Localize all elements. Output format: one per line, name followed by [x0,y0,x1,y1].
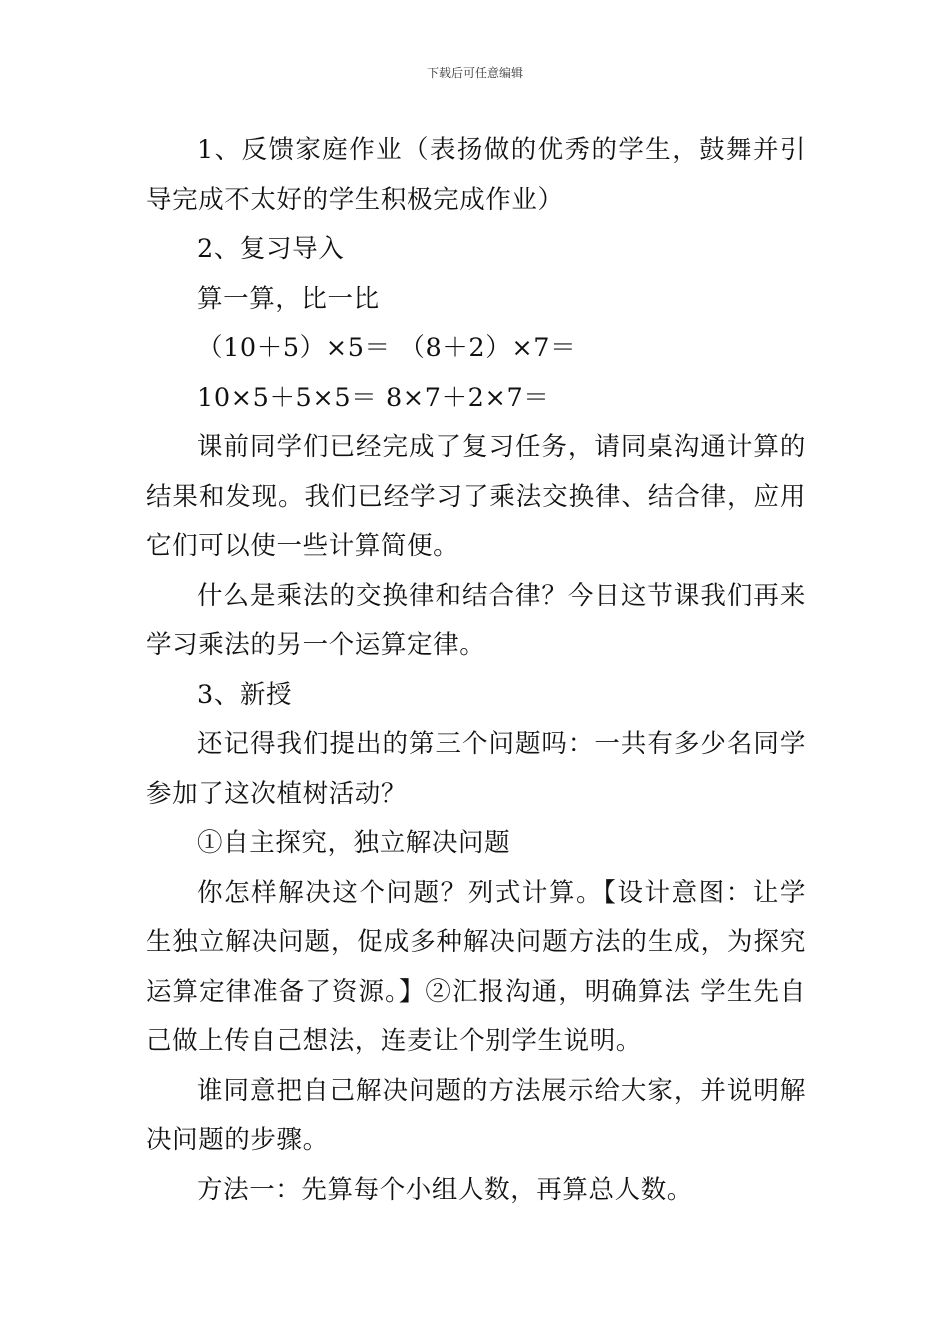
paragraph-how-solve: 你怎样解决这个问题？列式计算。【设计意图：让学生独立解决问题，促成多种解决问题方法的生成，为探究运算定律准备了资源。】②汇报沟通，明确算法 学生先自己做上传自己想法，连麦让个别学生说明。 [146,877,806,1056]
paragraph-method-one: 方法一：先算每个小组人数，再算总人数。 [197,1174,693,1205]
paragraph-self-explore: ①自主探究，独立解决问题 [197,828,511,858]
paragraph-review-task: 课前同学们已经完成了复习任务，请同桌沟通计算的结果和发现。我们已经学习了乘法交换律、结合律，应用它们可以使一些计算简便。 [146,432,806,561]
document-body [146,126,806,1215]
paragraph-equation-1: （10＋5）×5＝ （8＋2）×7＝ [197,333,577,363]
paragraph-question-laws: 什么是乘法的交换律和结合律？今日这节课我们再来学习乘法的另一个运算定律。 [146,580,806,660]
paragraph-equation-2: 10×5＋5×5＝ 8×7＋2×7＝ [197,382,550,413]
paragraph-third-question: 还记得我们提出的第三个问题吗：一共有多少名同学参加了这次植树活动？ [146,729,806,809]
page-header: 下载后可任意编辑 [426,66,523,80]
paragraph-new-lesson-heading: 3、新授 [197,679,293,710]
paragraph-homework-feedback: 1、反馈家庭作业（表扬做的优秀的学生，鼓舞并引导完成不太好的学生积极完成作业） [146,135,806,215]
paragraph-show-method: 谁同意把自己解决问题的方法展示给大家，并说明解决问题的步骤。 [146,1075,806,1155]
paragraph-calc-compare: 算一算，比一比 [197,283,380,314]
paragraph-review-heading: 2、复习导入 [197,234,345,264]
